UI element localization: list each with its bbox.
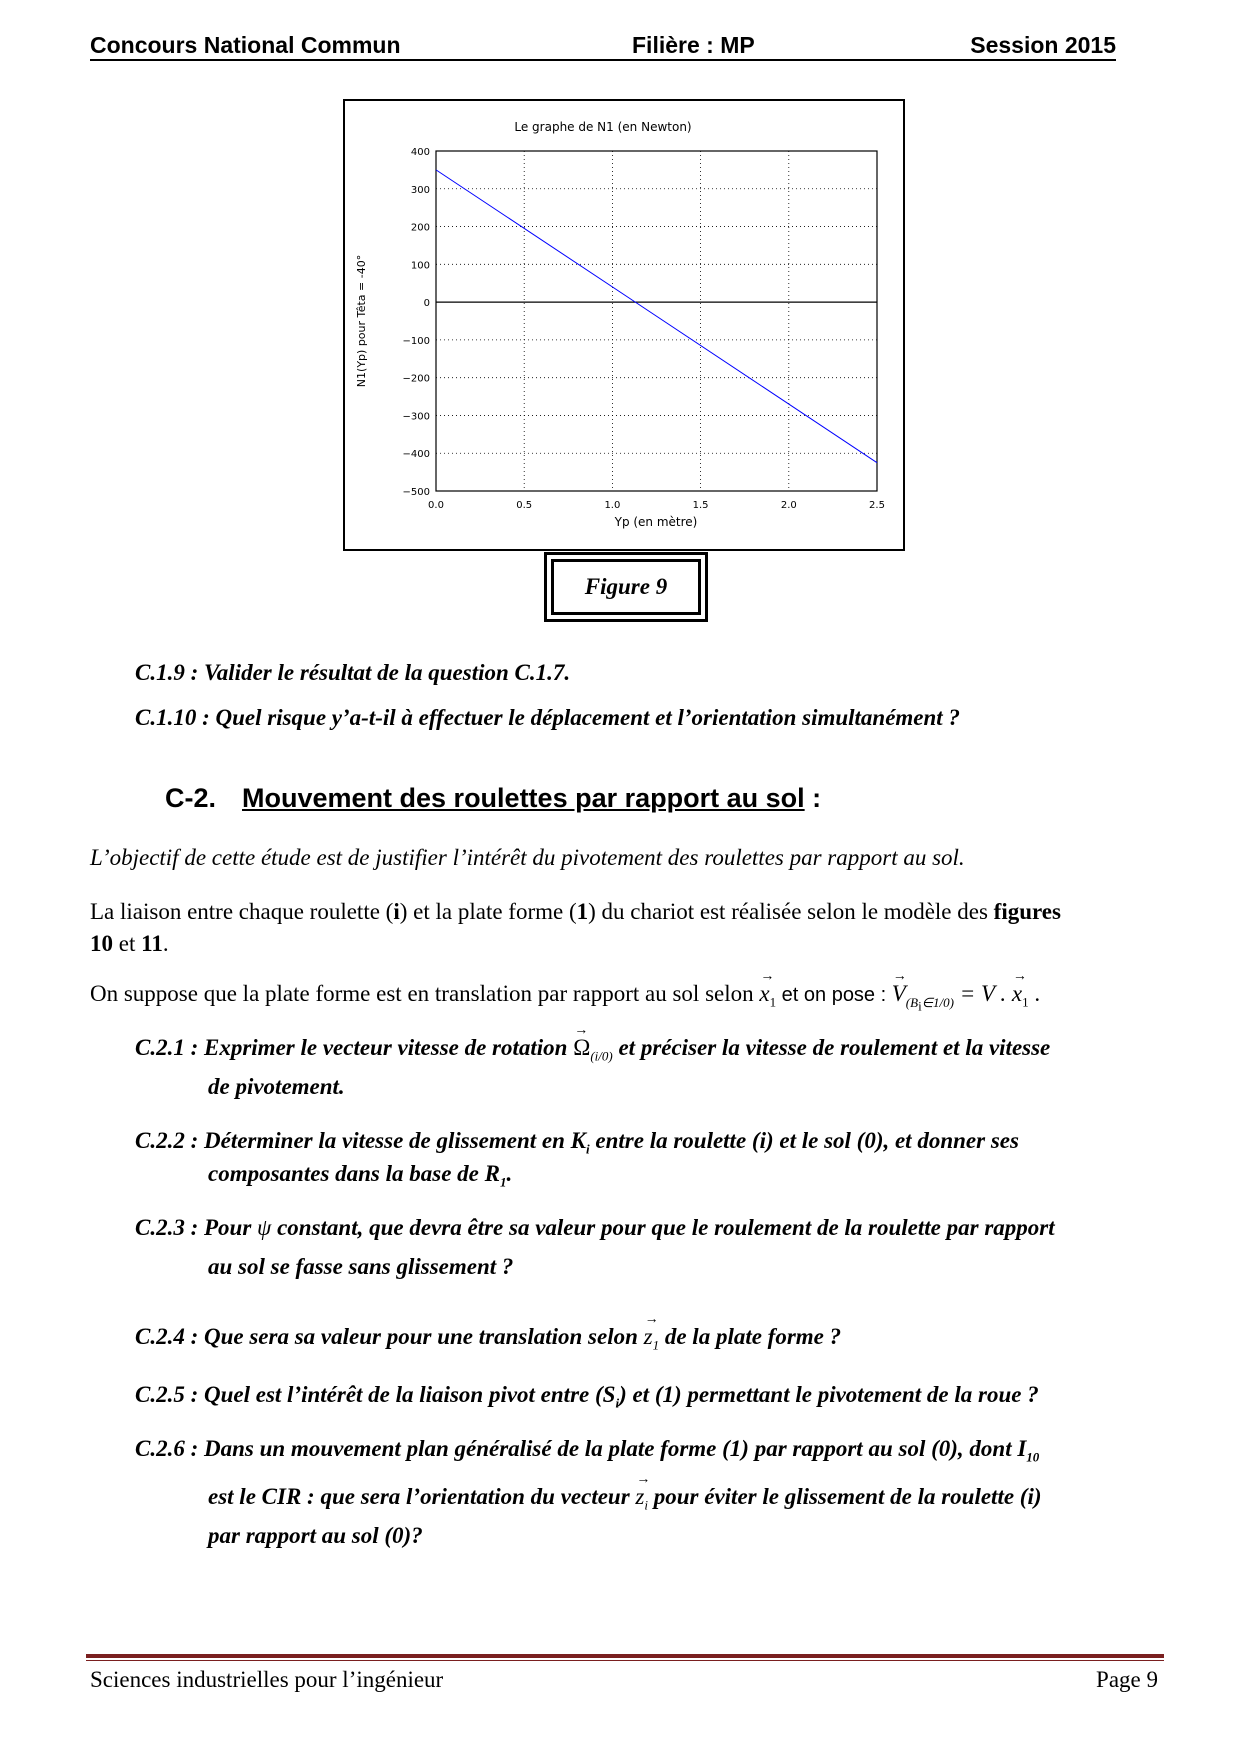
question-c2-4: C.2.4 : Que sera sa valeur pour une translation selon → $z_1$ de la plate forme ? xyxy=(135,1323,841,1360)
x-tick-label: 2.0 xyxy=(780,500,797,511)
question-label: C.1.9 : xyxy=(135,660,199,685)
footer-rule xyxy=(86,1654,1164,1658)
question-c2-2-cont: composantes dans la base de $R_1$. xyxy=(208,1161,513,1190)
question-text: Quel risque y’a-t-il à effectuer le déplacement et l’orientation simultanément ? xyxy=(215,705,960,730)
y-tick-label: −100 xyxy=(402,335,430,347)
header-session: Session 2015 xyxy=(970,32,1116,58)
y-tick-label: 300 xyxy=(410,184,430,196)
y-tick-label: −200 xyxy=(402,373,430,385)
section-colon: : xyxy=(812,783,822,813)
x-axis-label: Yp (en mètre) xyxy=(614,515,698,529)
chart-title: Le graphe de N1 (en Newton) xyxy=(514,120,692,134)
section-title: Mouvement des roulettes par rapport au sol xyxy=(242,783,805,813)
y-tick-label: 100 xyxy=(410,260,430,272)
x-tick-label: 0.0 xyxy=(428,500,444,511)
header-contest: Concours National Commun xyxy=(90,32,401,58)
figure-caption: Figure 9 xyxy=(551,559,701,615)
question-c2-3: C.2.3 : Pour ψ constant, que devra être sa valeur pour que le roulement de la roulette par rapport xyxy=(135,1215,1055,1240)
header-rule xyxy=(90,59,1116,61)
footer-subject: Sciences industrielles pour l’ingénieur xyxy=(90,1667,444,1692)
y-tick-label: 0 xyxy=(423,298,430,310)
plot-frame xyxy=(436,151,877,491)
y-tick-label: 400 xyxy=(410,147,430,158)
x-tick-label: 1.5 xyxy=(692,500,709,511)
question-c1-10 xyxy=(135,704,960,732)
y-tick-label: −500 xyxy=(402,487,430,498)
paragraph-liaison: La liaison entre chaque roulette (i) et la plate forme (1) du chariot est réalisée selon le modèle des figures xyxy=(90,899,1061,924)
footer-rule-thin xyxy=(86,1660,1164,1661)
figure-caption-box xyxy=(544,552,708,622)
paragraph-hypothesis: On suppose que la plate forme est en translation par rapport au sol selon → $x_1$ et on pose : → $V_{(B_i\in 1/0)} = V$ . → $x_1$ . xyxy=(90,980,1040,1020)
section-number: C-2. xyxy=(165,783,217,813)
x-tick-label: 0.5 xyxy=(516,500,533,511)
question-c2-6-cont2: par rapport au sol (0)? xyxy=(208,1523,423,1548)
question-label: C.1.10 : xyxy=(135,705,210,730)
question-text: Valider le résultat de la question C.1.7. xyxy=(204,660,571,685)
paragraph-liaison-cont: 10 et 11. xyxy=(90,931,169,956)
n1-chart xyxy=(345,101,903,549)
question-c2-6: C.2.6 : Dans un mouvement plan généralisé de la plate forme (1) par rapport au sol (0), dont $I_{10}$ xyxy=(135,1436,1040,1465)
question-c2-1-cont: de pivotement. xyxy=(208,1074,345,1099)
intro-text: L’objectif de cette étude est de justifier l’intérêt du pivotement des roulettes par rapport au sol. xyxy=(90,845,965,870)
figure-9-frame xyxy=(343,99,905,551)
header-track: Filière : MP xyxy=(632,32,755,58)
question-c2-5: C.2.5 : Quel est l’intérêt de la liaison pivot entre $(S_i)$ et (1) permettant le pivotement de la roue ? xyxy=(135,1382,1039,1411)
y-tick-label: −300 xyxy=(402,411,430,423)
section-heading-c2 xyxy=(165,783,821,814)
y-tick-label: −400 xyxy=(402,449,430,461)
question-c2-3-cont: au sol se fasse sans glissement ? xyxy=(208,1254,514,1279)
footer-page-number: Page 9 xyxy=(1096,1667,1158,1692)
x-tick-label: 2.5 xyxy=(869,500,885,511)
series-line-n1 xyxy=(436,170,877,463)
question-c1-9 xyxy=(135,659,570,687)
question-c2-1: C.2.1 : Exprimer le vecteur vitesse de rotation → $\Omega_{(i/0)}$ et préciser la vitesse de roulement et la vitesse xyxy=(135,1034,1050,1071)
y-axis-label: N1(Yp) pour Têta = -40° xyxy=(355,254,368,388)
y-tick-label: 200 xyxy=(410,222,430,234)
x-tick-label: 1.0 xyxy=(604,500,621,511)
question-c2-2: C.2.2 : Déterminer la vitesse de glissement en $K_i$ entre la roulette (i) et le sol (0), et donner ses xyxy=(135,1128,1019,1157)
question-c2-6-cont1: est le CIR : que sera l’orientation du vecteur → $z_i$ pour éviter le glissement de la roulette (i) xyxy=(208,1483,1042,1520)
